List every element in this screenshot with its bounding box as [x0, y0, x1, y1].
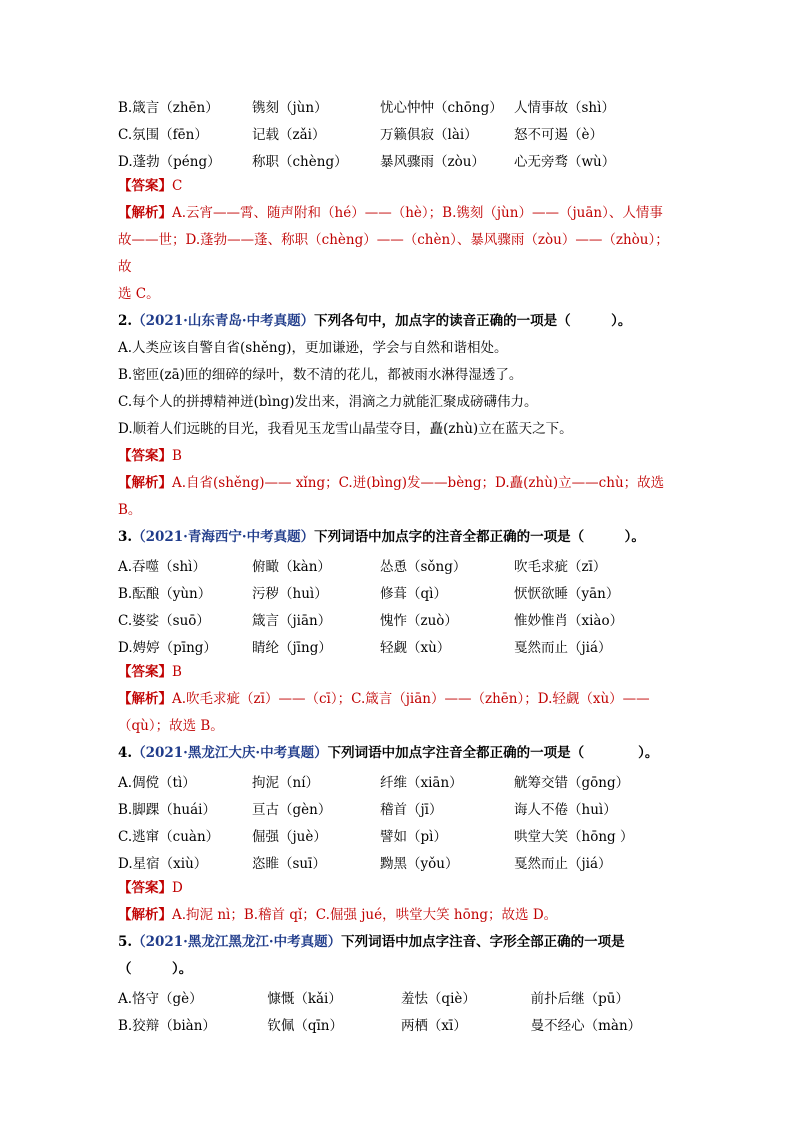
option-cell: 吹毛求疵（zī） — [514, 558, 607, 575]
option-cell: 恣睢（suī） — [252, 855, 326, 872]
option-cell: 镌刻（jùn） — [252, 99, 328, 116]
answer-value: D — [172, 880, 183, 896]
option-b: B.密匝(zā)匝的细碎的绿叶，数不清的花儿，都被雨水淋得湿透了。 — [118, 367, 523, 383]
option-cell: C.婆娑（suō） — [118, 612, 210, 629]
option-a: A.人类应该自警自省(shěng)，更加谦逊，学会与自然和谐相处。 — [118, 340, 508, 356]
option-c: C.每个人的拼搏精神迸(bìng)发出来，涓滴之力就能汇聚成磅礴伟力。 — [118, 394, 538, 410]
option-cell: B.酝酿（yùn） — [118, 585, 212, 602]
option-cell: 倔强（juè） — [252, 828, 327, 845]
option-cell: 俯瞰（kàn） — [252, 558, 331, 575]
answer-line — [118, 875, 678, 902]
option-cell: C.逃窜（cuàn） — [118, 828, 220, 845]
option-cell: D.娉婷（pīng） — [118, 639, 217, 656]
option-cell: 恹恹欲睡（yān） — [514, 585, 620, 602]
option-cell: 记载（zǎi） — [252, 126, 326, 143]
option-cell: 稽首（jī） — [380, 801, 443, 818]
option-row-b — [118, 92, 678, 119]
option-cell: B.箴言（zhēn） — [118, 99, 219, 116]
option-cell: 觥筹交错（gōng） — [514, 774, 630, 791]
option-cell: 箴言（jiān） — [252, 612, 332, 629]
explanation — [118, 902, 678, 929]
explanation-tag: 【解析】 — [118, 907, 172, 923]
option-cell: A.恪守（gè） — [118, 990, 203, 1007]
question-5-stem-continued: （ ）。 — [118, 961, 193, 977]
answer-tag: 【答案】 — [118, 880, 172, 896]
option-row-c — [118, 119, 678, 146]
option-cell: 污秽（huì） — [252, 585, 328, 602]
question-4-title — [118, 740, 678, 767]
option-cell: 心无旁骛（wù） — [514, 153, 616, 170]
question-stem: 下列词语中加点字注音全都正确的一项是（ ）。 — [327, 745, 659, 761]
answer-tag: 【答案】 — [118, 448, 172, 464]
option-cell: 两栖（xī） — [400, 1017, 467, 1034]
question-number: 2. — [118, 313, 133, 329]
option-cell: 诲人不倦（huì） — [514, 801, 617, 818]
question-3-title — [118, 524, 678, 551]
option-cell: 亘古（gèn） — [252, 801, 332, 818]
answer-line — [118, 173, 678, 200]
answer-value: C — [172, 178, 183, 194]
option-cell: 修葺（qì） — [380, 585, 447, 602]
option-d: D.顺着人们远眺的目光，我看见玉龙雪山晶莹夺目，矗(zhù)立在蓝天之下。 — [118, 421, 573, 437]
option-cell: 羞怯（qiè） — [400, 990, 476, 1007]
option-cell: A.吞噬（shì） — [118, 558, 206, 575]
answer-line — [118, 443, 678, 470]
option-cell: A.倜傥（tì） — [118, 774, 196, 791]
option-cell: 钦佩（qīn） — [267, 1017, 343, 1034]
option-row-d — [118, 848, 678, 875]
question-number: 5. — [118, 934, 133, 950]
explanation-tag: 【解析】 — [118, 475, 172, 491]
option-row-a — [118, 767, 678, 794]
question-source: （2021·青海西宁·中考真题） — [132, 529, 315, 545]
option-cell: 惟妙惟肖（xiào） — [514, 612, 624, 629]
explanation-line: 选 C。 — [118, 286, 160, 302]
option-row-b — [118, 578, 678, 605]
option-cell: 纤维（xiān） — [380, 774, 463, 791]
option-row-c — [118, 605, 678, 632]
option-row-d — [118, 146, 678, 173]
option-cell: C.氛围（fēn） — [118, 126, 208, 143]
option-cell: 戛然而止（jiá） — [514, 855, 612, 872]
option-cell: 愧怍（zuò） — [380, 612, 458, 629]
answer-tag: 【答案】 — [118, 664, 172, 680]
answer-line — [118, 659, 678, 686]
option-cell: 譬如（pì） — [380, 828, 447, 845]
question-source: （2021·黑龙江黑龙江·中考真题） — [132, 934, 342, 950]
explanation-tag: 【解析】 — [118, 691, 172, 707]
option-row-b — [118, 1010, 678, 1037]
option-cell: 睛纶（jīng） — [252, 639, 332, 656]
option-cell: 慷慨（kǎi） — [267, 990, 342, 1007]
option-cell: 前扑后继（pū） — [530, 990, 629, 1007]
question-source: （2021·山东青岛·中考真题） — [132, 313, 315, 329]
option-cell: B.狡辩（biàn） — [118, 1017, 216, 1034]
question-5-title — [118, 929, 678, 956]
option-cell: 万籁俱寂（lài） — [380, 126, 478, 143]
option-cell: 黝黑（yǒu） — [380, 855, 459, 872]
explanation-line: A.吹毛求疵（zī）——（cī）；C.箴言（jiān）——（zhēn）；D.轻觑（xù）—— — [172, 691, 650, 707]
option-cell: 拘泥（ní） — [252, 774, 320, 791]
explanation-line: （qù）；故选 B。 — [118, 718, 224, 734]
explanation-line: A.自省(shěng)—— xǐng；C.迸(bìng)发——bèng；D.矗(zhù)立——chù；故选 — [172, 475, 665, 491]
option-cell: B.脚踝（huái） — [118, 801, 216, 818]
option-row-a — [118, 551, 678, 578]
explanation — [118, 470, 678, 524]
explanation-tag: 【解析】 — [118, 205, 172, 221]
option-cell: D.蓬勃（péng） — [118, 153, 221, 170]
question-source: （2021·黑龙江大庆·中考真题） — [132, 745, 328, 761]
answer-value: B — [172, 664, 182, 680]
option-cell: 戛然而止（jiá） — [514, 639, 612, 656]
explanation — [118, 200, 678, 308]
explanation-line: A.拘泥 nì；B.稽首 qǐ；C.倔强 jué，哄堂大笑 hōng；故选 D。 — [172, 907, 558, 923]
question-2-title — [118, 308, 678, 335]
option-cell: 怒不可遏（è） — [514, 126, 603, 143]
explanation-line: A.云宵——霄、随声附和（hé）——（hè）；B.镌刻（jùn）——（juān）、人情事 — [172, 205, 663, 221]
option-cell: 轻觑（xù） — [380, 639, 451, 656]
explanation-line: B。 — [118, 502, 142, 518]
question-stem: 下列各句中，加点字的读音正确的一项是（ ）。 — [314, 313, 632, 329]
question-stem: 下列词语中加点字的注音全都正确的一项是（ ）。 — [314, 529, 645, 545]
option-row-c — [118, 821, 678, 848]
option-cell: 怂恿（sǒng） — [380, 558, 467, 575]
answer-tag: 【答案】 — [118, 178, 172, 194]
question-number: 4. — [118, 745, 133, 761]
option-cell: 人情事故（shì） — [514, 99, 615, 116]
explanation-line: 故——世；D.蓬勃——蓬、称职（chèng）——（chèn）、暴风骤雨（zòu）——（zhòu）；故 — [118, 232, 669, 275]
answer-value: B — [172, 448, 182, 464]
option-cell: 曼不经心（màn） — [530, 1017, 642, 1034]
option-cell: 称职（chèng） — [252, 153, 348, 170]
explanation — [118, 686, 678, 740]
document-page — [118, 92, 678, 1037]
question-stem: 下列词语中加点字注音、字形全部正确的一项是 — [341, 934, 625, 950]
option-row-b — [118, 794, 678, 821]
option-row-d — [118, 632, 678, 659]
question-number: 3. — [118, 529, 133, 545]
option-cell: 暴风骤雨（zòu） — [380, 153, 485, 170]
option-cell: D.星宿（xiù） — [118, 855, 208, 872]
option-cell: 哄堂大笑（hōng ） — [514, 828, 634, 845]
option-cell: 忧心忡忡（chōng） — [380, 99, 503, 116]
option-row-a — [118, 983, 678, 1010]
